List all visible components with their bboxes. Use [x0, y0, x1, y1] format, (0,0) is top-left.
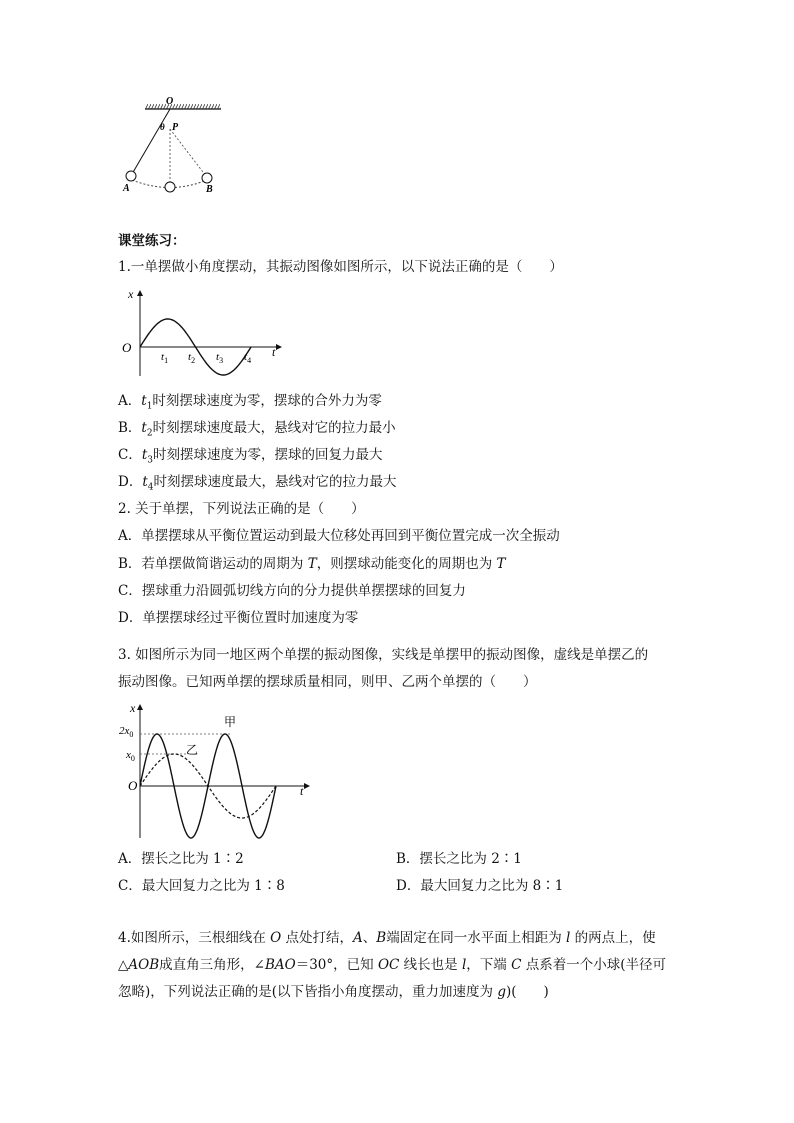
string-PB [170, 129, 206, 176]
q1-option-b [118, 419, 396, 443]
q1-t1-letter: t [161, 351, 165, 363]
q1-t2-label [188, 351, 195, 365]
q1-axis-t-label: t [272, 345, 276, 359]
q3-axis-x-label: x [130, 701, 136, 715]
q2-b-pre: B．若单摆做简谐运动的周期为 [118, 556, 308, 572]
string-OA [132, 109, 170, 174]
q1-t1-label [161, 351, 168, 365]
q1-c-t: t [141, 447, 148, 463]
q1-t4-sub: 4 [247, 356, 252, 365]
q4-l2-BAO: BAO [264, 957, 296, 973]
q4-l1-l: l [566, 930, 571, 946]
q4-line3 [118, 983, 549, 1001]
q4-l3-b: )( ) [505, 984, 549, 1000]
q3-graph [118, 700, 318, 842]
q3-jia-label: 甲 [224, 715, 237, 729]
q2-b-T1: T [307, 556, 317, 572]
ball-A [126, 171, 136, 181]
section-title: 课堂练习： [118, 233, 186, 249]
q3-line2: 振动图像。已知两单摆的摆球质量相同，则甲、乙两个单摆的（ ） [118, 674, 537, 690]
q1-d-prefix: D． [118, 474, 143, 490]
label-B: B [206, 184, 213, 195]
q3-x-arrow [304, 783, 310, 789]
q3-option-a: A．摆长之比为 1∶2 [118, 851, 244, 867]
q4-l2-AOB: AOB [128, 957, 160, 973]
q1-c-prefix: C． [118, 447, 142, 463]
q1-d-t: t [142, 474, 148, 490]
q4-line2 [118, 956, 666, 974]
q1-option-a [118, 392, 382, 416]
q1-b-t: t [141, 420, 147, 436]
q3-yi-label: 乙 [186, 743, 199, 757]
q4-line1 [118, 929, 656, 947]
label-O: O [166, 96, 174, 107]
q4-l2-b: 成直角三角形，∠ [159, 957, 265, 973]
label-A: A [123, 183, 130, 194]
q2-option-b [118, 555, 506, 573]
q4-l2-d: 线长也是 [399, 957, 462, 973]
q1-t1-sub: 1 [164, 356, 169, 365]
pendulum-figure [115, 92, 225, 197]
q3-x0-sub: 0 [130, 754, 135, 763]
q1-a-text: 时刻摆球速度为零，摆球的合外力为零 [152, 393, 382, 409]
q1-a-t: t [141, 393, 147, 409]
q3-2x0-sub: 0 [129, 730, 134, 739]
q1-c-sub: 3 [147, 455, 154, 466]
q1-c-text: 时刻摆球速度为零，摆球的回复力最大 [153, 447, 383, 463]
q4-l2-a: △ [118, 957, 129, 973]
label-theta: θ [160, 122, 165, 132]
q3-axis-t-label: t [300, 784, 304, 798]
q1-graph [118, 284, 288, 379]
q4-l2-l: l [461, 957, 467, 973]
q1-stem: 1.一单摆做小角度摆动，其振动图像如图所示，以下说法正确的是（ ） [118, 259, 563, 275]
q4-l2-f: 点系着一个小球(半径可 [521, 957, 666, 973]
label-P: P [172, 122, 179, 133]
q2-option-d: D．单摆摆球经过平衡位置时加速度为零 [118, 610, 359, 626]
q1-t2-sub: 2 [191, 356, 196, 365]
ball-C [165, 182, 175, 192]
q1-origin-label: O [122, 340, 132, 355]
q3-x0-label [125, 749, 135, 763]
q1-b-text: 时刻摆球速度最大，悬线对它的拉力最小 [152, 420, 396, 436]
q1-t3-label [216, 351, 223, 365]
q4-l3-a: 忽略)，下列说法正确的是(以下皆指小角度摆动，重力加速度为 [118, 984, 498, 1000]
q1-d-text: 时刻摆球速度最大，悬线对它的拉力最大 [153, 474, 397, 490]
q4-l1-c: 、 [362, 930, 377, 946]
q1-b-prefix: B． [118, 420, 142, 436]
q3-option-c: C．最大回复力之比为 1∶8 [118, 878, 285, 894]
q1-d-sub: 4 [147, 482, 154, 493]
q4-l1-A: A [353, 930, 363, 946]
q1-t2-letter: t [188, 351, 192, 363]
q3-2x0-text: 2x [119, 725, 130, 737]
q3-y-arrow [137, 704, 143, 710]
q1-option-c [118, 446, 383, 470]
q2-option-c: C．摆球重力沿圆弧切线方向的分力提供单摆摆球的回复力 [118, 583, 466, 599]
q1-t3-sub: 3 [219, 356, 224, 365]
q2-b-T2: T [496, 556, 506, 572]
q4-l1-d: 端固定在同一水平面上相距为 [386, 930, 567, 946]
q4-l1-e: 的两点上，使 [570, 930, 656, 946]
q4-l2-e: ，下端 [466, 957, 512, 973]
q3-line1: 3. 如图所示为同一地区两个单摆的振动图像，实线是单摆甲的振动图像，虚线是单摆乙的 [118, 647, 649, 663]
q1-a-sub: 1 [146, 401, 153, 412]
q1-a-prefix: A． [118, 393, 142, 409]
ball-B [202, 173, 212, 183]
q1-y-arrow [137, 290, 143, 296]
q3-option-d: D．最大回复力之比为 8∶1 [396, 878, 564, 894]
q3-2x0-label [119, 725, 133, 739]
q3-origin-label: O [128, 778, 138, 793]
q1-axis-x-label: x [128, 287, 134, 301]
q1-t3-letter: t [216, 351, 220, 363]
q4-l1-a: 4.如图所示，三根细线在 [118, 930, 271, 946]
q2-stem: 2. 关于单摆，下列说法正确的是（ ） [118, 501, 365, 517]
q1-option-d [118, 473, 397, 497]
q4-l1-B: B [376, 930, 387, 946]
q2-b-mid: ，则摆球动能变化的周期也为 [316, 556, 497, 572]
q2-option-a: A．单摆摆球从平衡位置运动到最大位移处再回到平衡位置完成一次全振动 [118, 528, 560, 544]
ceiling-hatch [145, 104, 221, 109]
q4-l2-C: C [511, 957, 522, 973]
q4-l3-g: g [497, 984, 506, 1000]
q4-l1-b: 点处打结， [281, 930, 354, 946]
q3-x0-text: x [126, 749, 131, 761]
q1-t4-letter: t [244, 351, 248, 363]
q4-l2-c: ＝30°，已知 [295, 957, 378, 973]
q4-l1-O: O [270, 930, 282, 946]
q4-l2-OC: OC [377, 957, 400, 973]
q1-b-sub: 2 [146, 428, 153, 439]
q3-option-b: B．摆长之比为 2∶1 [396, 851, 522, 867]
q1-x-arrow [276, 344, 282, 350]
